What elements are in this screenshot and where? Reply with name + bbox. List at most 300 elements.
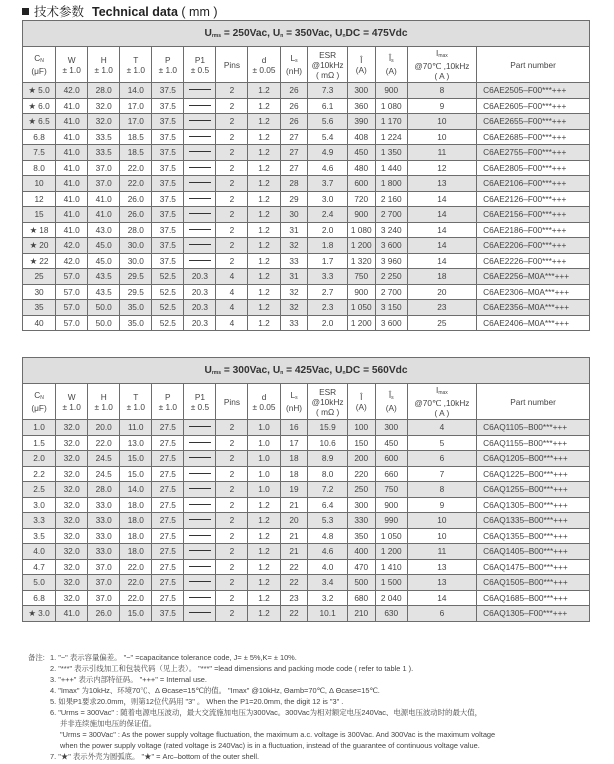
cell-w: 41.0 xyxy=(56,114,88,130)
cell-is: 2 700 xyxy=(375,284,407,300)
cell-esr: 7.3 xyxy=(308,83,347,99)
cell-pins: 2 xyxy=(216,497,248,513)
cell-esr: 2.7 xyxy=(308,284,347,300)
cell-t: 35.0 xyxy=(120,315,152,331)
cell-part-number: C6AQ1305–B00***+++ xyxy=(477,497,590,513)
spec-table-250vac xyxy=(22,20,590,331)
cell-esr: 2.3 xyxy=(308,300,347,316)
table-row xyxy=(23,420,590,436)
cell-h: 45.0 xyxy=(88,253,120,269)
cell-cn: ★ 6.0 xyxy=(23,98,56,114)
cell-w: 32.0 xyxy=(56,420,88,436)
cell-ls: 31 xyxy=(280,222,308,238)
cell-cn: 2.2 xyxy=(23,466,56,482)
dash-icon xyxy=(189,488,211,489)
cell-imax: 14 xyxy=(407,253,476,269)
cell-pins: 2 xyxy=(216,253,248,269)
cell-part-number: C6AQ1355–B00***+++ xyxy=(477,528,590,544)
cell-cn: 12 xyxy=(23,191,56,207)
cell-t: 26.0 xyxy=(120,191,152,207)
cell-cn: 2.5 xyxy=(23,482,56,498)
cell-w: 32.0 xyxy=(56,451,88,467)
table-row xyxy=(23,544,590,560)
header-is: $Î_s$ (A) xyxy=(375,384,407,420)
cell-is: 1 080 xyxy=(375,98,407,114)
cell-d: 1.2 xyxy=(248,497,280,513)
cell-d: 1.0 xyxy=(248,451,280,467)
cell-pins: 2 xyxy=(216,238,248,254)
cell-h: 37.0 xyxy=(88,575,120,591)
dash-icon xyxy=(189,105,211,106)
cell-part-number: C6AE2156–F00***+++ xyxy=(477,207,590,223)
cell-w: 41.0 xyxy=(56,606,88,622)
header-ihat: Î (A) xyxy=(347,384,375,420)
cell-part-number: C6AE2126–F00***+++ xyxy=(477,191,590,207)
cell-p1 xyxy=(184,191,216,207)
header-t: T ± 1.0 xyxy=(120,384,152,420)
cell-is: 2 160 xyxy=(375,191,407,207)
cell-esr: 2.4 xyxy=(308,207,347,223)
cell-p1 xyxy=(184,466,216,482)
table-row xyxy=(23,222,590,238)
title-unit: ( mm ) xyxy=(181,5,218,19)
cell-part-number: C6AQ1405–B00***+++ xyxy=(477,544,590,560)
header-esr: ESR @10kHz ( mΩ ) xyxy=(308,384,347,420)
cell-imax: 8 xyxy=(407,482,476,498)
cell-ls: 33 xyxy=(280,253,308,269)
cell-p: 27.5 xyxy=(152,544,184,560)
table-row xyxy=(23,191,590,207)
cell-t: 15.0 xyxy=(120,606,152,622)
cell-cn: ★ 22 xyxy=(23,253,56,269)
table-row xyxy=(23,145,590,161)
dash-icon xyxy=(189,519,211,520)
table-row xyxy=(23,482,590,498)
cell-h: 45.0 xyxy=(88,238,120,254)
cell-cn: ★ 5.0 xyxy=(23,83,56,99)
cell-is: 2 040 xyxy=(375,590,407,606)
voltage-rating: $U_{rms} = 300Vac$, $U_n = 425Vac$, $U_nDC = 560Vdc$ xyxy=(23,358,590,384)
cell-pins: 2 xyxy=(216,98,248,114)
cell-d: 1.0 xyxy=(248,420,280,436)
cell-p: 37.5 xyxy=(152,129,184,145)
cell-t: 13.0 xyxy=(120,435,152,451)
voltage-rating-row xyxy=(23,21,590,47)
cell-cn: ★ 6.5 xyxy=(23,114,56,130)
cell-d: 1.2 xyxy=(248,284,280,300)
cell-imax: 20 xyxy=(407,284,476,300)
header-ls: $L_s$ (nH) xyxy=(280,47,308,83)
header-cn: $C_N$ (μF) xyxy=(23,47,56,83)
cell-pins: 4 xyxy=(216,269,248,285)
cell-imax: 7 xyxy=(407,466,476,482)
note-line-6d: when the power supply voltage (rated voltage is 240Vac) is in a fluctuation, instead of the guarantee of continuous voltage value. xyxy=(60,741,480,750)
cell-p1 xyxy=(184,575,216,591)
cell-t: 14.0 xyxy=(120,83,152,99)
cell-p1 xyxy=(184,114,216,130)
cell-w: 41.0 xyxy=(56,98,88,114)
cell-w: 32.0 xyxy=(56,575,88,591)
cell-pins: 2 xyxy=(216,420,248,436)
voltage-rating: $U_{rms} = 250Vac$, $U_n = 350Vac$, $U_nDC = 475Vdc$ xyxy=(23,21,590,47)
cell-ihat: 600 xyxy=(347,176,375,192)
cell-pins: 2 xyxy=(216,559,248,575)
cell-is: 2 250 xyxy=(375,269,407,285)
cell-ls: 27 xyxy=(280,145,308,161)
table-row xyxy=(23,114,590,130)
cell-d: 1.0 xyxy=(248,466,280,482)
header-p: P ± 1.0 xyxy=(152,384,184,420)
cell-esr: 10.1 xyxy=(308,606,347,622)
header-imax: $I_{max}$ @70℃ ,10kHz ( A ) xyxy=(407,47,476,83)
cell-pins: 4 xyxy=(216,284,248,300)
note-line-1: 备注: 1. "−" 表示容量偏差。 "−" =capacitance tolerance code, J= ± 5%,K= ± 10%. xyxy=(28,653,297,662)
cell-is: 600 xyxy=(375,451,407,467)
cell-imax: 9 xyxy=(407,497,476,513)
cell-part-number: C6AE2226–F00***+++ xyxy=(477,253,590,269)
cell-p1 xyxy=(184,482,216,498)
cell-t: 22.0 xyxy=(120,590,152,606)
cell-cn: 30 xyxy=(23,284,56,300)
cell-pins: 2 xyxy=(216,466,248,482)
header-ls: $L_s$ (nH) xyxy=(280,384,308,420)
cell-w: 41.0 xyxy=(56,191,88,207)
cell-t: 17.0 xyxy=(120,114,152,130)
cell-ls: 21 xyxy=(280,497,308,513)
cell-p: 37.5 xyxy=(152,98,184,114)
cell-h: 24.5 xyxy=(88,451,120,467)
table-row xyxy=(23,83,590,99)
notes xyxy=(28,652,495,762)
cell-d: 1.2 xyxy=(248,98,280,114)
cell-p: 37.5 xyxy=(152,83,184,99)
cell-is: 1 800 xyxy=(375,176,407,192)
cell-ls: 26 xyxy=(280,114,308,130)
header-h: H ± 1.0 xyxy=(88,47,120,83)
cell-d: 1.0 xyxy=(248,482,280,498)
cell-esr: 3.7 xyxy=(308,176,347,192)
cell-p: 27.5 xyxy=(152,435,184,451)
cell-esr: 4.0 xyxy=(308,559,347,575)
cell-w: 41.0 xyxy=(56,176,88,192)
cell-ihat: 450 xyxy=(347,145,375,161)
cell-p1 xyxy=(184,129,216,145)
cell-t: 15.0 xyxy=(120,466,152,482)
cell-t: 35.0 xyxy=(120,300,152,316)
dash-icon xyxy=(189,244,211,245)
cell-ls: 27 xyxy=(280,160,308,176)
cell-p1 xyxy=(184,528,216,544)
cell-part-number: C6AQ1475–B00***+++ xyxy=(477,559,590,575)
cell-cn: 3.0 xyxy=(23,497,56,513)
cell-t: 29.5 xyxy=(120,269,152,285)
dash-icon xyxy=(189,426,211,427)
cell-is: 1 410 xyxy=(375,559,407,575)
cell-d: 1.2 xyxy=(248,114,280,130)
cell-pins: 2 xyxy=(216,191,248,207)
cell-t: 30.0 xyxy=(120,253,152,269)
cell-p1 xyxy=(184,160,216,176)
cell-part-number: C6AQ1205–B00***+++ xyxy=(477,451,590,467)
cell-ihat: 680 xyxy=(347,590,375,606)
cell-part-number: C6AQ1255–B00***+++ xyxy=(477,482,590,498)
cell-d: 1.2 xyxy=(248,559,280,575)
cell-esr: 8.9 xyxy=(308,451,347,467)
cell-ls: 18 xyxy=(280,451,308,467)
cell-pins: 2 xyxy=(216,606,248,622)
note-line-6: 6. "Urms = 300Vac" : 随着电源电压波动，最大交流施加电压为300Vac。300Vac为相对额定电压240Vac、电源电压波动时的最大值， xyxy=(50,708,483,717)
header-p1: P1 ± 0.5 xyxy=(184,47,216,83)
cell-w: 42.0 xyxy=(56,83,88,99)
cell-pins: 2 xyxy=(216,528,248,544)
table-row xyxy=(23,98,590,114)
cell-pins: 2 xyxy=(216,222,248,238)
cell-ihat: 720 xyxy=(347,191,375,207)
cell-imax: 9 xyxy=(407,98,476,114)
cell-h: 43.5 xyxy=(88,284,120,300)
cell-is: 3 240 xyxy=(375,222,407,238)
cell-part-number: C6AQ1225–B00***+++ xyxy=(477,466,590,482)
cell-h: 33.0 xyxy=(88,544,120,560)
cell-p1: 20.3 xyxy=(184,300,216,316)
title-zh: 技术参数 xyxy=(34,5,85,19)
cell-h: 33.0 xyxy=(88,497,120,513)
dash-icon xyxy=(189,597,211,598)
cell-part-number: C6AQ1105–B00***+++ xyxy=(477,420,590,436)
cell-cn: 4.7 xyxy=(23,559,56,575)
cell-w: 32.0 xyxy=(56,590,88,606)
cell-p: 52.5 xyxy=(152,269,184,285)
cell-w: 41.0 xyxy=(56,207,88,223)
cell-p1: 20.3 xyxy=(184,284,216,300)
cell-pins: 2 xyxy=(216,575,248,591)
cell-ihat: 330 xyxy=(347,513,375,529)
cell-h: 43.5 xyxy=(88,269,120,285)
table-row xyxy=(23,590,590,606)
header-part-number: Part number xyxy=(477,47,590,83)
cell-d: 1.2 xyxy=(248,590,280,606)
cell-h: 50.0 xyxy=(88,300,120,316)
section-title xyxy=(22,2,218,20)
cell-is: 660 xyxy=(375,466,407,482)
header-p: P ± 1.0 xyxy=(152,47,184,83)
note-line-7: 7. "★" 表示外壳为圆弧底。 "★" = Arc–bottom of the outer shell. xyxy=(50,752,260,761)
cell-ls: 27 xyxy=(280,129,308,145)
cell-ihat: 250 xyxy=(347,482,375,498)
cell-ihat: 300 xyxy=(347,83,375,99)
cell-cn: ★ 18 xyxy=(23,222,56,238)
cell-p: 27.5 xyxy=(152,482,184,498)
cell-d: 1.2 xyxy=(248,300,280,316)
cell-imax: 18 xyxy=(407,269,476,285)
cell-ihat: 390 xyxy=(347,114,375,130)
cell-esr: 2.0 xyxy=(308,222,347,238)
cell-imax: 12 xyxy=(407,160,476,176)
cell-pins: 2 xyxy=(216,544,248,560)
cell-imax: 13 xyxy=(407,176,476,192)
cell-ihat: 1 050 xyxy=(347,300,375,316)
cell-d: 1.2 xyxy=(248,160,280,176)
cell-ihat: 1 320 xyxy=(347,253,375,269)
cell-esr: 15.9 xyxy=(308,420,347,436)
note-line-6c: "Urms = 300Vac" : As the power supply voltage fluctuation, the maximum a.c. voltage is 300Vac. And 300Vac is the maximum voltage xyxy=(60,730,496,739)
cell-p1 xyxy=(184,222,216,238)
cell-h: 33.5 xyxy=(88,145,120,161)
cell-cn: 1.5 xyxy=(23,435,56,451)
bullet-square-icon xyxy=(22,8,29,15)
cell-w: 32.0 xyxy=(56,513,88,529)
cell-part-number: C6AE2805–F00***+++ xyxy=(477,160,590,176)
header-pins: Pins xyxy=(216,384,248,420)
table1-body xyxy=(23,21,590,331)
cell-pins: 2 xyxy=(216,482,248,498)
cell-ihat: 470 xyxy=(347,559,375,575)
note-line-6b: 并非连续施加电压的保证值。 xyxy=(60,719,157,728)
cell-esr: 8.0 xyxy=(308,466,347,482)
table-row xyxy=(23,575,590,591)
cell-cn: 40 xyxy=(23,315,56,331)
cell-h: 37.0 xyxy=(88,559,120,575)
cell-h: 33.0 xyxy=(88,528,120,544)
cell-ihat: 900 xyxy=(347,207,375,223)
header-d: d ± 0.05 xyxy=(248,47,280,83)
cell-ihat: 500 xyxy=(347,575,375,591)
cell-w: 41.0 xyxy=(56,222,88,238)
cell-d: 1.2 xyxy=(248,253,280,269)
cell-ihat: 750 xyxy=(347,269,375,285)
dash-icon xyxy=(189,229,211,230)
cell-w: 57.0 xyxy=(56,300,88,316)
cell-ihat: 408 xyxy=(347,129,375,145)
cell-is: 1 440 xyxy=(375,160,407,176)
header-w: W ± 1.0 xyxy=(56,384,88,420)
dash-icon xyxy=(189,120,211,121)
dash-icon xyxy=(189,535,211,536)
cell-ls: 33 xyxy=(280,315,308,331)
cell-w: 57.0 xyxy=(56,269,88,285)
cell-ihat: 400 xyxy=(347,544,375,560)
cell-pins: 4 xyxy=(216,300,248,316)
cell-is: 900 xyxy=(375,83,407,99)
cell-h: 32.0 xyxy=(88,114,120,130)
header-pins: Pins xyxy=(216,47,248,83)
cell-part-number: C6AE2755–F00***+++ xyxy=(477,145,590,161)
cell-part-number: C6AQ1505–B00***+++ xyxy=(477,575,590,591)
cell-d: 1.2 xyxy=(248,129,280,145)
cell-esr: 3.4 xyxy=(308,575,347,591)
cell-cn: 3.3 xyxy=(23,513,56,529)
table-row xyxy=(23,513,590,529)
cell-ihat: 220 xyxy=(347,466,375,482)
cell-is: 630 xyxy=(375,606,407,622)
header-row xyxy=(23,384,590,420)
cell-part-number: C6AE2655–F00***+++ xyxy=(477,114,590,130)
cell-w: 41.0 xyxy=(56,145,88,161)
cell-esr: 1.8 xyxy=(308,238,347,254)
cell-ls: 18 xyxy=(280,466,308,482)
cell-ls: 16 xyxy=(280,420,308,436)
cell-esr: 4.8 xyxy=(308,528,347,544)
cell-h: 50.0 xyxy=(88,315,120,331)
header-t: T ± 1.0 xyxy=(120,47,152,83)
cell-h: 28.0 xyxy=(88,83,120,99)
dash-icon xyxy=(189,504,211,505)
cell-cn: 5.0 xyxy=(23,575,56,591)
cell-imax: 4 xyxy=(407,420,476,436)
cell-part-number: C6AQ1155–B00***+++ xyxy=(477,435,590,451)
cell-esr: 4.9 xyxy=(308,145,347,161)
cell-d: 1.2 xyxy=(248,315,280,331)
cell-p: 37.5 xyxy=(152,606,184,622)
header-cn: $C_N$ (μF) xyxy=(23,384,56,420)
cell-p: 27.5 xyxy=(152,575,184,591)
cell-pins: 2 xyxy=(216,590,248,606)
cell-ls: 30 xyxy=(280,207,308,223)
cell-h: 28.0 xyxy=(88,482,120,498)
cell-is: 990 xyxy=(375,513,407,529)
cell-esr: 4.6 xyxy=(308,544,347,560)
header-imax: $I_{max}$ @70℃ ,10kHz ( A ) xyxy=(407,384,476,420)
cell-cn: ★ 20 xyxy=(23,238,56,254)
cell-w: 41.0 xyxy=(56,129,88,145)
dash-icon xyxy=(189,89,211,90)
notes-label: 备注: xyxy=(28,653,45,662)
cell-part-number: C6AE2406–M0A***+++ xyxy=(477,315,590,331)
cell-p1 xyxy=(184,98,216,114)
cell-ls: 21 xyxy=(280,528,308,544)
cell-part-number: C6AE2356–M0A***+++ xyxy=(477,300,590,316)
cell-h: 26.0 xyxy=(88,606,120,622)
cell-part-number: C6AE2106–F00***+++ xyxy=(477,176,590,192)
cell-d: 1.2 xyxy=(248,83,280,99)
dash-icon xyxy=(189,167,211,168)
cell-ihat: 200 xyxy=(347,451,375,467)
cell-d: 1.2 xyxy=(248,222,280,238)
dash-icon xyxy=(189,198,211,199)
cell-esr: 4.6 xyxy=(308,160,347,176)
cell-h: 37.0 xyxy=(88,176,120,192)
cell-pins: 2 xyxy=(216,114,248,130)
header-ihat: Î (A) xyxy=(347,47,375,83)
cell-imax: 13 xyxy=(407,575,476,591)
cell-is: 3 600 xyxy=(375,315,407,331)
cell-d: 1.2 xyxy=(248,606,280,622)
cell-ls: 19 xyxy=(280,482,308,498)
cell-is: 1 500 xyxy=(375,575,407,591)
cell-ls: 22 xyxy=(280,575,308,591)
cell-esr: 2.0 xyxy=(308,315,347,331)
cell-p: 27.5 xyxy=(152,497,184,513)
cell-d: 1.2 xyxy=(248,575,280,591)
table-row xyxy=(23,176,590,192)
cell-p1: 20.3 xyxy=(184,315,216,331)
cell-w: 57.0 xyxy=(56,315,88,331)
cell-d: 1.2 xyxy=(248,191,280,207)
table-row xyxy=(23,129,590,145)
cell-p: 37.5 xyxy=(152,114,184,130)
dash-icon xyxy=(189,136,211,137)
cell-p1 xyxy=(184,590,216,606)
cell-p1 xyxy=(184,544,216,560)
cell-is: 1 224 xyxy=(375,129,407,145)
header-part-number: Part number xyxy=(477,384,590,420)
cell-h: 33.0 xyxy=(88,513,120,529)
cell-imax: 6 xyxy=(407,606,476,622)
cell-t: 26.0 xyxy=(120,207,152,223)
cell-p1 xyxy=(184,513,216,529)
cell-ls: 32 xyxy=(280,300,308,316)
cell-ls: 22 xyxy=(280,559,308,575)
